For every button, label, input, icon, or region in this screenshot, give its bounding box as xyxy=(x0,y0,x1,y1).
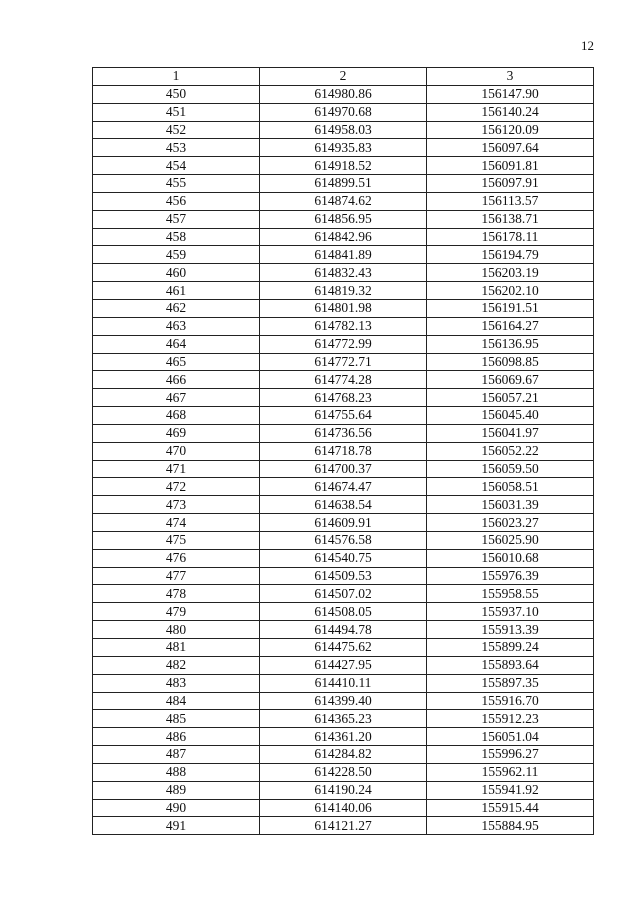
table-row xyxy=(93,371,594,389)
x-coordinate-cell: 614121.27 xyxy=(260,817,427,835)
table-row xyxy=(93,210,594,228)
column-header-y: 3 xyxy=(427,68,594,86)
x-coordinate-cell: 614718.78 xyxy=(260,442,427,460)
table-row xyxy=(93,478,594,496)
table-row xyxy=(93,763,594,781)
point-number-cell: 469 xyxy=(93,424,260,442)
table-header xyxy=(93,68,594,86)
x-coordinate-cell: 614899.51 xyxy=(260,175,427,193)
header-row xyxy=(93,68,594,86)
table-row xyxy=(93,656,594,674)
x-coordinate-cell: 614427.95 xyxy=(260,656,427,674)
table-row xyxy=(93,692,594,710)
x-coordinate-cell: 614674.47 xyxy=(260,478,427,496)
y-coordinate-cell: 156045.40 xyxy=(427,407,594,425)
x-coordinate-cell: 614856.95 xyxy=(260,210,427,228)
table-row xyxy=(93,407,594,425)
table-row xyxy=(93,460,594,478)
x-coordinate-cell: 614980.86 xyxy=(260,85,427,103)
y-coordinate-cell: 156097.91 xyxy=(427,175,594,193)
x-coordinate-cell: 614475.62 xyxy=(260,639,427,657)
x-coordinate-cell: 614508.05 xyxy=(260,603,427,621)
x-coordinate-cell: 614228.50 xyxy=(260,763,427,781)
table-row xyxy=(93,139,594,157)
table-row xyxy=(93,85,594,103)
table-row xyxy=(93,282,594,300)
x-coordinate-cell: 614935.83 xyxy=(260,139,427,157)
y-coordinate-cell: 156052.22 xyxy=(427,442,594,460)
table-row xyxy=(93,746,594,764)
table-row xyxy=(93,710,594,728)
table-row xyxy=(93,799,594,817)
column-header-point: 1 xyxy=(93,68,260,86)
x-coordinate-cell: 614638.54 xyxy=(260,496,427,514)
y-coordinate-cell: 156113.57 xyxy=(427,192,594,210)
y-coordinate-cell: 156031.39 xyxy=(427,496,594,514)
table-row xyxy=(93,157,594,175)
point-number-cell: 483 xyxy=(93,674,260,692)
point-number-cell: 490 xyxy=(93,799,260,817)
y-coordinate-cell: 156120.09 xyxy=(427,121,594,139)
point-number-cell: 488 xyxy=(93,763,260,781)
x-coordinate-cell: 614918.52 xyxy=(260,157,427,175)
x-coordinate-cell: 614507.02 xyxy=(260,585,427,603)
y-coordinate-cell: 155899.24 xyxy=(427,639,594,657)
point-number-cell: 464 xyxy=(93,335,260,353)
y-coordinate-cell: 156098.85 xyxy=(427,353,594,371)
table-row xyxy=(93,264,594,282)
table-row xyxy=(93,442,594,460)
y-coordinate-cell: 155893.64 xyxy=(427,656,594,674)
point-number-cell: 465 xyxy=(93,353,260,371)
point-number-cell: 463 xyxy=(93,317,260,335)
y-coordinate-cell: 156138.71 xyxy=(427,210,594,228)
x-coordinate-cell: 614970.68 xyxy=(260,103,427,121)
point-number-cell: 470 xyxy=(93,442,260,460)
y-coordinate-cell: 155937.10 xyxy=(427,603,594,621)
x-coordinate-cell: 614576.58 xyxy=(260,531,427,549)
x-coordinate-cell: 614841.89 xyxy=(260,246,427,264)
x-coordinate-cell: 614755.64 xyxy=(260,407,427,425)
x-coordinate-cell: 614801.98 xyxy=(260,299,427,317)
point-number-cell: 471 xyxy=(93,460,260,478)
point-number-cell: 476 xyxy=(93,549,260,567)
x-coordinate-cell: 614494.78 xyxy=(260,621,427,639)
x-coordinate-cell: 614832.43 xyxy=(260,264,427,282)
table-row xyxy=(93,192,594,210)
x-coordinate-cell: 614284.82 xyxy=(260,746,427,764)
y-coordinate-cell: 156058.51 xyxy=(427,478,594,496)
coordinates-table xyxy=(92,67,594,835)
y-coordinate-cell: 155996.27 xyxy=(427,746,594,764)
y-coordinate-cell: 156191.51 xyxy=(427,299,594,317)
x-coordinate-cell: 614736.56 xyxy=(260,424,427,442)
table-row xyxy=(93,496,594,514)
point-number-cell: 460 xyxy=(93,264,260,282)
point-number-cell: 458 xyxy=(93,228,260,246)
point-number-cell: 456 xyxy=(93,192,260,210)
point-number-cell: 491 xyxy=(93,817,260,835)
x-coordinate-cell: 614774.28 xyxy=(260,371,427,389)
x-coordinate-cell: 614819.32 xyxy=(260,282,427,300)
table-row xyxy=(93,781,594,799)
x-coordinate-cell: 614609.91 xyxy=(260,514,427,532)
x-coordinate-cell: 614540.75 xyxy=(260,549,427,567)
y-coordinate-cell: 156178.11 xyxy=(427,228,594,246)
y-coordinate-cell: 156010.68 xyxy=(427,549,594,567)
point-number-cell: 477 xyxy=(93,567,260,585)
point-number-cell: 481 xyxy=(93,639,260,657)
x-coordinate-cell: 614399.40 xyxy=(260,692,427,710)
y-coordinate-cell: 155941.92 xyxy=(427,781,594,799)
y-coordinate-cell: 155912.23 xyxy=(427,710,594,728)
y-coordinate-cell: 156059.50 xyxy=(427,460,594,478)
point-number-cell: 482 xyxy=(93,656,260,674)
point-number-cell: 462 xyxy=(93,299,260,317)
table-row xyxy=(93,603,594,621)
table-row xyxy=(93,335,594,353)
point-number-cell: 474 xyxy=(93,514,260,532)
y-coordinate-cell: 156097.64 xyxy=(427,139,594,157)
table-row xyxy=(93,514,594,532)
table-row xyxy=(93,246,594,264)
point-number-cell: 484 xyxy=(93,692,260,710)
y-coordinate-cell: 156140.24 xyxy=(427,103,594,121)
table-body xyxy=(93,85,594,834)
y-coordinate-cell: 156057.21 xyxy=(427,389,594,407)
point-number-cell: 451 xyxy=(93,103,260,121)
y-coordinate-cell: 156164.27 xyxy=(427,317,594,335)
x-coordinate-cell: 614190.24 xyxy=(260,781,427,799)
x-coordinate-cell: 614768.23 xyxy=(260,389,427,407)
x-coordinate-cell: 614410.11 xyxy=(260,674,427,692)
point-number-cell: 475 xyxy=(93,531,260,549)
x-coordinate-cell: 614842.96 xyxy=(260,228,427,246)
y-coordinate-cell: 155916.70 xyxy=(427,692,594,710)
point-number-cell: 480 xyxy=(93,621,260,639)
x-coordinate-cell: 614140.06 xyxy=(260,799,427,817)
point-number-cell: 466 xyxy=(93,371,260,389)
column-header-x: 2 xyxy=(260,68,427,86)
table-row xyxy=(93,728,594,746)
y-coordinate-cell: 156194.79 xyxy=(427,246,594,264)
y-coordinate-cell: 156041.97 xyxy=(427,424,594,442)
y-coordinate-cell: 155897.35 xyxy=(427,674,594,692)
y-coordinate-cell: 156023.27 xyxy=(427,514,594,532)
table-row xyxy=(93,103,594,121)
point-number-cell: 452 xyxy=(93,121,260,139)
y-coordinate-cell: 155913.39 xyxy=(427,621,594,639)
y-coordinate-cell: 156203.19 xyxy=(427,264,594,282)
x-coordinate-cell: 614782.13 xyxy=(260,317,427,335)
y-coordinate-cell: 155915.44 xyxy=(427,799,594,817)
x-coordinate-cell: 614700.37 xyxy=(260,460,427,478)
x-coordinate-cell: 614365.23 xyxy=(260,710,427,728)
y-coordinate-cell: 156147.90 xyxy=(427,85,594,103)
y-coordinate-cell: 155884.95 xyxy=(427,817,594,835)
table-row xyxy=(93,567,594,585)
point-number-cell: 459 xyxy=(93,246,260,264)
x-coordinate-cell: 614874.62 xyxy=(260,192,427,210)
point-number-cell: 450 xyxy=(93,85,260,103)
point-number-cell: 485 xyxy=(93,710,260,728)
table-row xyxy=(93,353,594,371)
table-row xyxy=(93,817,594,835)
point-number-cell: 486 xyxy=(93,728,260,746)
point-number-cell: 478 xyxy=(93,585,260,603)
point-number-cell: 453 xyxy=(93,139,260,157)
point-number-cell: 454 xyxy=(93,157,260,175)
point-number-cell: 473 xyxy=(93,496,260,514)
page-number: 12 xyxy=(581,38,594,53)
point-number-cell: 489 xyxy=(93,781,260,799)
x-coordinate-cell: 614509.53 xyxy=(260,567,427,585)
table-row xyxy=(93,389,594,407)
y-coordinate-cell: 155958.55 xyxy=(427,585,594,603)
x-coordinate-cell: 614772.71 xyxy=(260,353,427,371)
table-row xyxy=(93,674,594,692)
point-number-cell: 457 xyxy=(93,210,260,228)
table-row xyxy=(93,531,594,549)
y-coordinate-cell: 156136.95 xyxy=(427,335,594,353)
y-coordinate-cell: 156025.90 xyxy=(427,531,594,549)
y-coordinate-cell: 156091.81 xyxy=(427,157,594,175)
y-coordinate-cell: 156202.10 xyxy=(427,282,594,300)
y-coordinate-cell: 155976.39 xyxy=(427,567,594,585)
table-row xyxy=(93,317,594,335)
table-row xyxy=(93,621,594,639)
table-row xyxy=(93,549,594,567)
x-coordinate-cell: 614772.99 xyxy=(260,335,427,353)
x-coordinate-cell: 614361.20 xyxy=(260,728,427,746)
point-number-cell: 468 xyxy=(93,407,260,425)
table-row xyxy=(93,639,594,657)
point-number-cell: 487 xyxy=(93,746,260,764)
point-number-cell: 455 xyxy=(93,175,260,193)
table-row xyxy=(93,228,594,246)
point-number-cell: 467 xyxy=(93,389,260,407)
point-number-cell: 461 xyxy=(93,282,260,300)
table-row xyxy=(93,121,594,139)
y-coordinate-cell: 155962.11 xyxy=(427,763,594,781)
table-row xyxy=(93,585,594,603)
y-coordinate-cell: 156069.67 xyxy=(427,371,594,389)
table-row xyxy=(93,299,594,317)
x-coordinate-cell: 614958.03 xyxy=(260,121,427,139)
point-number-cell: 479 xyxy=(93,603,260,621)
y-coordinate-cell: 156051.04 xyxy=(427,728,594,746)
table-row xyxy=(93,175,594,193)
point-number-cell: 472 xyxy=(93,478,260,496)
table-row xyxy=(93,424,594,442)
